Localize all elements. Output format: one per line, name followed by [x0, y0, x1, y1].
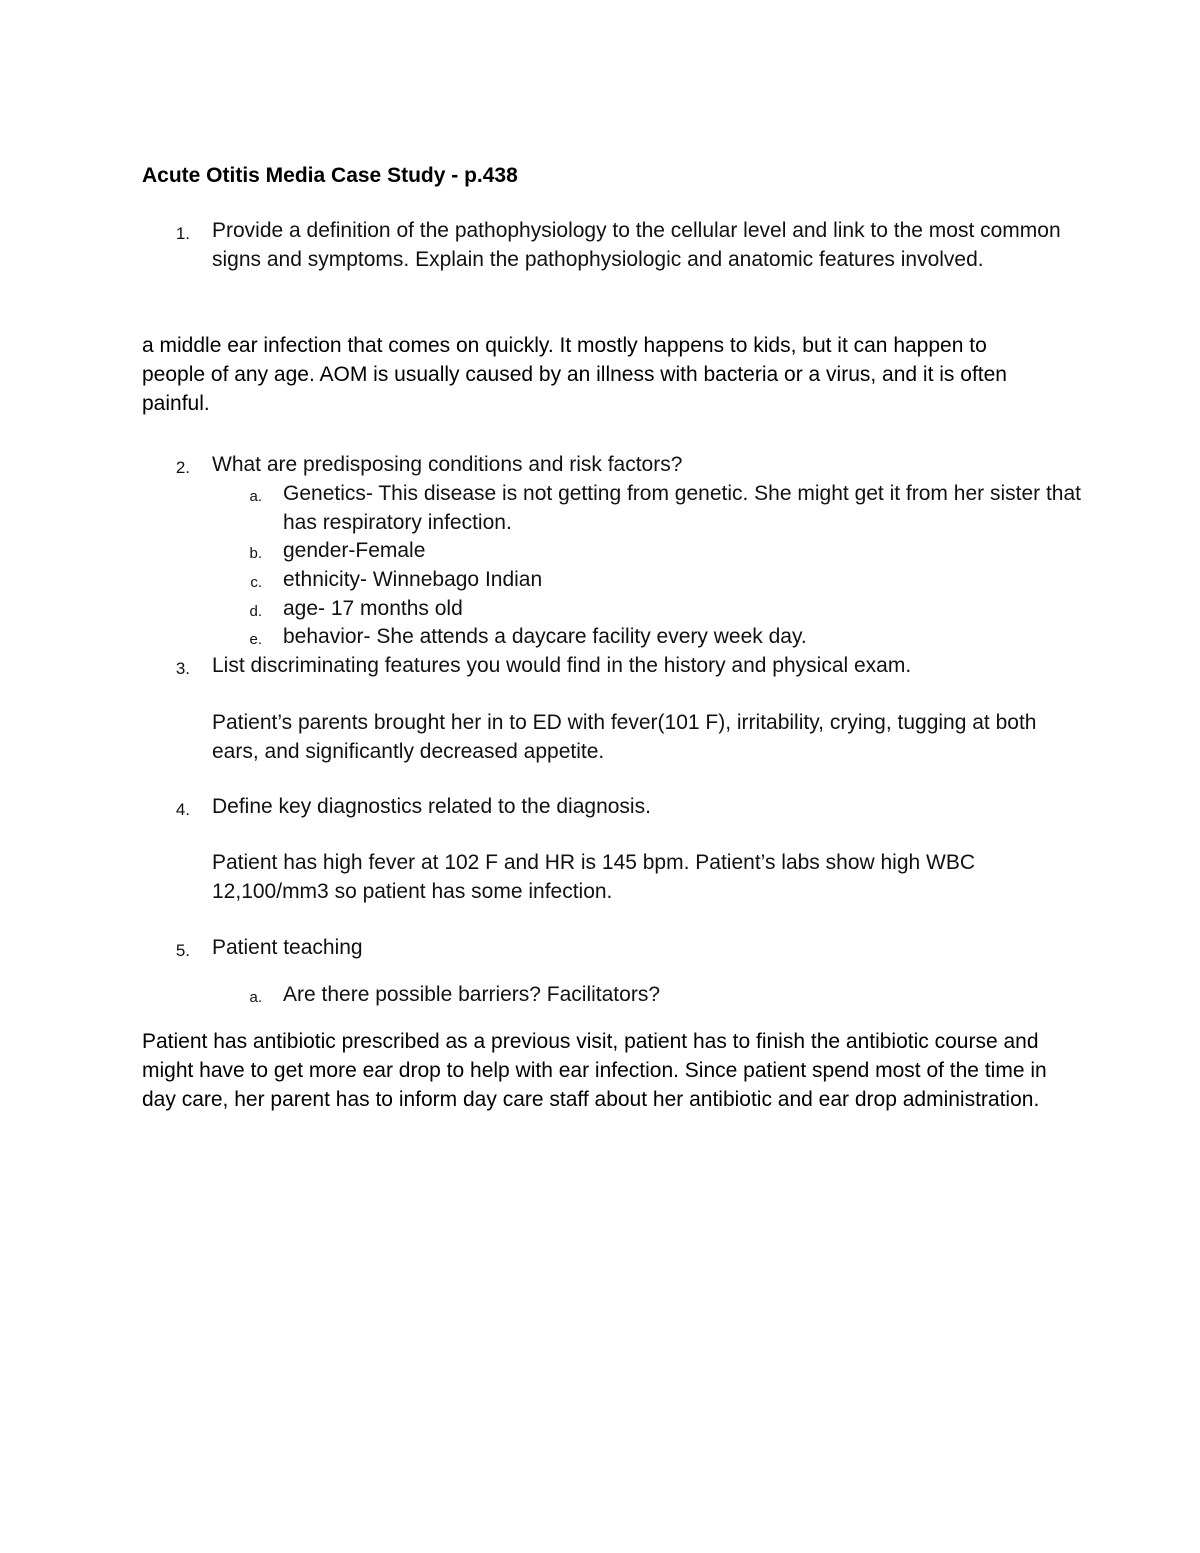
- question-3-number: 3.: [175, 659, 190, 678]
- list-item-letter: e.: [249, 631, 262, 648]
- list-item-letter: b.: [249, 545, 262, 562]
- list-item: Are there possible barriers? Facilitators?: [283, 983, 660, 1006]
- question-1-number: 1.: [175, 224, 190, 243]
- list-item: age- 17 months old: [283, 597, 463, 620]
- document-title: Acute Otitis Media Case Study - p.438: [142, 164, 518, 187]
- question-4-number: 4.: [175, 800, 190, 819]
- answer-4-paragraph: Patient has high fever at 102 F and HR is 145 bpm. Patient’s labs show high WBC 12,100/mm3 so patient has some infection.: [212, 851, 976, 903]
- list-item-letter: c.: [250, 574, 262, 591]
- question-2-text: What are predisposing conditions and risk factors?: [212, 453, 683, 476]
- answer-1-paragraph: a middle ear infection that comes on quickly. It mostly happens to kids, but it can happen to people of any age. AOM is usually caused by an illness with bacteria or a virus, and it is often painful.: [142, 334, 1007, 415]
- answer-3-paragraph: Patient’s parents brought her in to ED with fever(101 F), irritability, crying, tugging at both ears, and significantly decreased appetite.: [212, 711, 1037, 763]
- question-5-number: 5.: [175, 941, 190, 960]
- list-item: behavior- She attends a daycare facility every week day.: [283, 625, 807, 648]
- list-item-letter: d.: [249, 603, 262, 620]
- list-item: ethnicity- Winnebago Indian: [283, 568, 543, 591]
- list-item-letter: a.: [249, 989, 262, 1006]
- question-1-text: Provide a definition of the pathophysiology to the cellular level and link to the most common signs and symptoms. Explain the pathophysiologic and anatomic features involved.: [212, 219, 1061, 271]
- list-item-letter: a.: [249, 488, 262, 505]
- list-item: gender-Female: [283, 539, 426, 562]
- answer-5-paragraph: Patient has antibiotic prescribed as a previous visit, patient has to finish the antibiotic course and might have to get more ear drop to help with ear infection. Since patient spend most of the time in day care, her parent has to inform day care staff about her antibiotic and ear drop administration.: [142, 1030, 1047, 1111]
- list-item: Genetics- This disease is not getting from genetic. She might get it from her sister that has respiratory infection.: [283, 482, 1081, 534]
- question-4-text: Define key diagnostics related to the diagnosis.: [212, 795, 651, 818]
- question-5-text: Patient teaching: [212, 936, 363, 959]
- question-3-text: List discriminating features you would find in the history and physical exam.: [212, 654, 912, 677]
- question-2-number: 2.: [175, 458, 190, 477]
